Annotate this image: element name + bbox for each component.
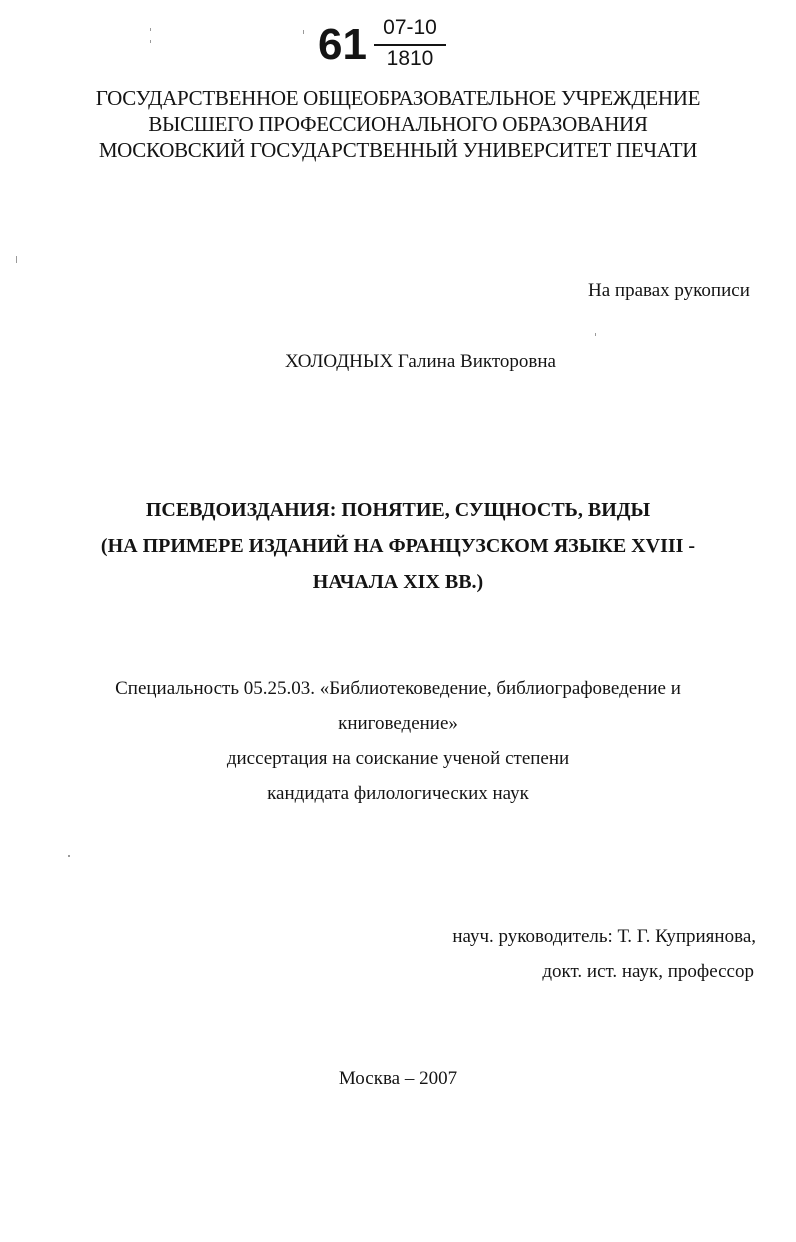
specialty-line: книговедение» [338,713,458,734]
stamp-fraction-bottom: 1810 [386,47,434,70]
rights-note: На правах рукописи [588,280,750,301]
title-line: (НА ПРИМЕРЕ ИЗДАНИЙ НА ФРАНЦУЗСКОМ ЯЗЫКЕ XVIII - [100,535,696,557]
city-year: Москва – 2007 [338,1068,458,1089]
organization-line: МОСКОВСКИЙ ГОСУДАРСТВЕННЫЙ УНИВЕРСИТЕТ ПЕЧАТИ [98,138,698,162]
degree-line: кандидата филологических наук [267,783,529,804]
scan-speck [150,28,151,31]
stamp-number: 61 [318,20,367,69]
organization-line: ВЫСШЕГО ПРОФЕССИОНАЛЬНОГО ОБРАЗОВАНИЯ [148,112,648,136]
scan-speck [303,30,304,34]
dissertation-title [0,492,796,600]
scan-speck [68,855,70,857]
specialty-line: Специальность 05.25.03. «Библиотековедение, библиографоведение и [115,678,681,699]
organization-header [0,85,796,163]
organization-line: ГОСУДАРСТВЕННОЕ ОБЩЕОБРАЗОВАТЕЛЬНОЕ УЧРЕЖДЕНИЕ [95,86,701,110]
specialty-block [0,671,796,811]
scan-speck [16,256,17,263]
author-name: ХОЛОДНЫХ Галина Викторовна [285,351,556,372]
title-line: НАЧАЛА XIX ВВ.) [312,571,484,593]
scan-speck [150,40,151,43]
supervisor-degree: докт. ист. наук, профессор [542,961,754,982]
stamp-fraction-top: 07-10 [383,16,437,39]
title-line: ПСЕВДОИЗДАНИЯ: ПОНЯТИЕ, СУЩНОСТЬ, ВИДЫ [145,499,651,521]
supervisor-name: науч. руководитель: Т. Г. Куприянова, [452,926,756,947]
scan-speck [595,333,596,336]
degree-line: диссертация на соискание ученой степени [226,748,570,769]
stamp-fraction-line [374,44,446,46]
